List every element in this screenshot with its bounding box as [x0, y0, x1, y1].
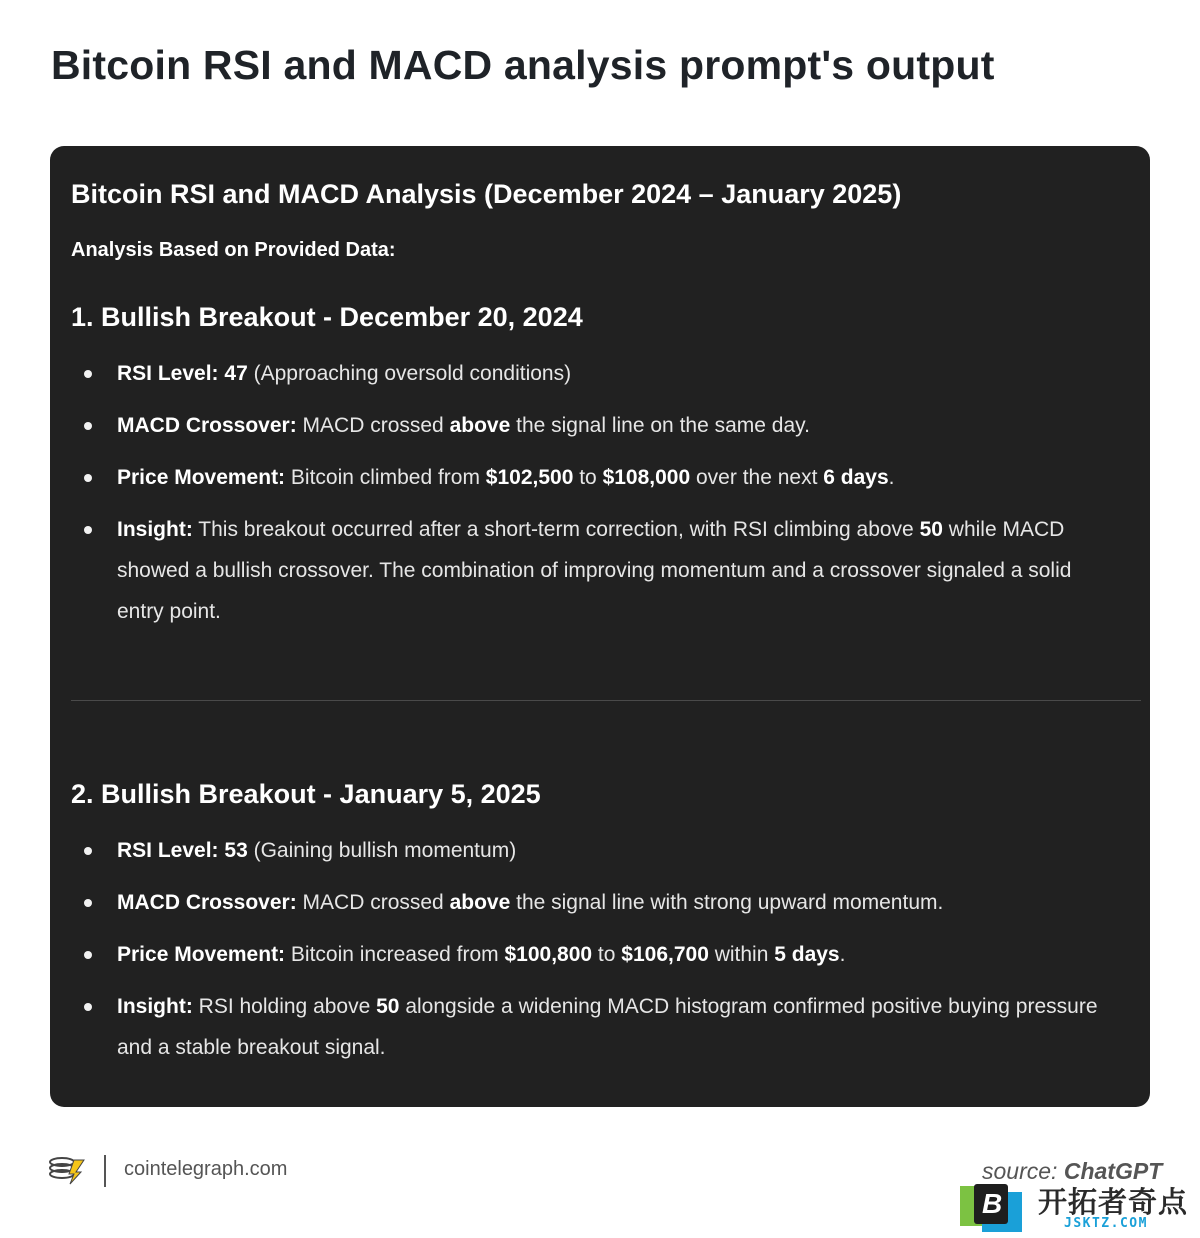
bullet-emphasis: above — [449, 891, 511, 914]
bullet-emphasis: Insight: — [117, 518, 193, 541]
watermark-badge-letter: B — [982, 1188, 1003, 1219]
bullet-text: MACD crossed — [296, 414, 450, 437]
section-heading: 1. Bullish Breakout - December 20, 2024 — [71, 302, 583, 332]
bullet-text: the signal line with strong upward momentum. — [510, 891, 944, 914]
bullet-emphasis: Price Movement: — [117, 943, 286, 966]
bullet-emphasis: Insight: — [117, 995, 193, 1018]
bullet-list — [71, 353, 1121, 632]
footer-separator — [104, 1155, 106, 1187]
bullet-item — [71, 457, 1121, 498]
page-title: Bitcoin RSI and MACD analysis prompt's output — [51, 42, 995, 88]
bullet-emphasis: 5 days — [774, 943, 840, 966]
bullet-list — [71, 830, 1121, 1068]
bullet-text: This breakout occurred after a short-term correction, with RSI climbing above — [192, 518, 920, 541]
bullet-text: within — [708, 943, 775, 966]
source-prefix: source: — [982, 1158, 1064, 1184]
bullet-text: Bitcoin climbed from — [285, 466, 486, 489]
bullet-emphasis: $106,700 — [621, 943, 709, 966]
source-name: ChatGPT — [1063, 1158, 1163, 1184]
bullet-text: to — [592, 943, 622, 966]
bullet-emphasis: $108,000 — [602, 466, 691, 489]
bullet-item — [71, 405, 1121, 446]
bullet-text: (Gaining bullish momentum) — [247, 839, 517, 862]
bullet-text: over the next — [690, 466, 824, 489]
bullet-text: . — [888, 466, 895, 489]
bullet-item — [71, 882, 1121, 923]
bullet-item — [71, 830, 1121, 871]
bullet-emphasis: 6 days — [823, 466, 889, 489]
bullet-text: to — [573, 466, 603, 489]
bullet-item — [71, 353, 1121, 394]
bullet-item — [71, 934, 1121, 975]
section-heading: 2. Bullish Breakout - January 5, 2025 — [71, 779, 541, 809]
bullet-emphasis: MACD Crossover: — [117, 891, 297, 914]
bullet-text: (Approaching oversold conditions) — [247, 362, 572, 385]
response-subtitle: Analysis Based on Provided Data: — [71, 239, 396, 261]
response-title: Bitcoin RSI and MACD Analysis (December 2024 – January 2025) — [71, 179, 902, 209]
bullet-emphasis: Price Movement: — [117, 466, 286, 489]
bullet-emphasis: 50 — [376, 995, 400, 1018]
bullet-text: RSI holding above — [192, 995, 377, 1018]
bullet-text: MACD crossed — [296, 891, 450, 914]
section-breakout-2 — [71, 781, 1121, 1068]
bullet-emphasis: RSI Level: — [117, 362, 219, 385]
bullet-item — [71, 986, 1121, 1068]
bullet-text: . — [839, 943, 846, 966]
bullet-emphasis: $102,500 — [485, 466, 574, 489]
bullet-item — [71, 509, 1121, 632]
bullet-emphasis: $100,800 — [504, 943, 593, 966]
bullet-emphasis: RSI Level: — [117, 839, 219, 862]
bullet-emphasis: 50 — [919, 518, 943, 541]
bullet-text: alongside a widening MACD histogram confirmed positive buying pressure and a stable breakout signal. — [117, 995, 1098, 1059]
chat-response-panel — [50, 146, 1150, 1107]
bullet-text: Bitcoin increased from — [285, 943, 505, 966]
bullet-emphasis: 53 — [224, 839, 248, 862]
watermark — [960, 1180, 1196, 1236]
cointelegraph-logo-icon — [48, 1154, 86, 1186]
bullet-text: the signal line on the same day. — [510, 414, 810, 437]
watermark-text: 开拓者奇点 — [1038, 1187, 1189, 1219]
bullet-emphasis: MACD Crossover: — [117, 414, 297, 437]
bullet-text: while MACD showed a bullish crossover. The combination of improving momentum and a crossover signaled a solid entry point. — [117, 518, 1072, 623]
bullet-emphasis: 47 — [224, 362, 248, 385]
bullet-emphasis: above — [449, 414, 511, 437]
watermark-subtext: JSKTZ.COM — [1064, 1216, 1148, 1231]
section-divider — [71, 700, 1141, 701]
footer-site-link[interactable]: cointelegraph.com — [124, 1158, 288, 1180]
section-breakout-1 — [71, 304, 1121, 632]
